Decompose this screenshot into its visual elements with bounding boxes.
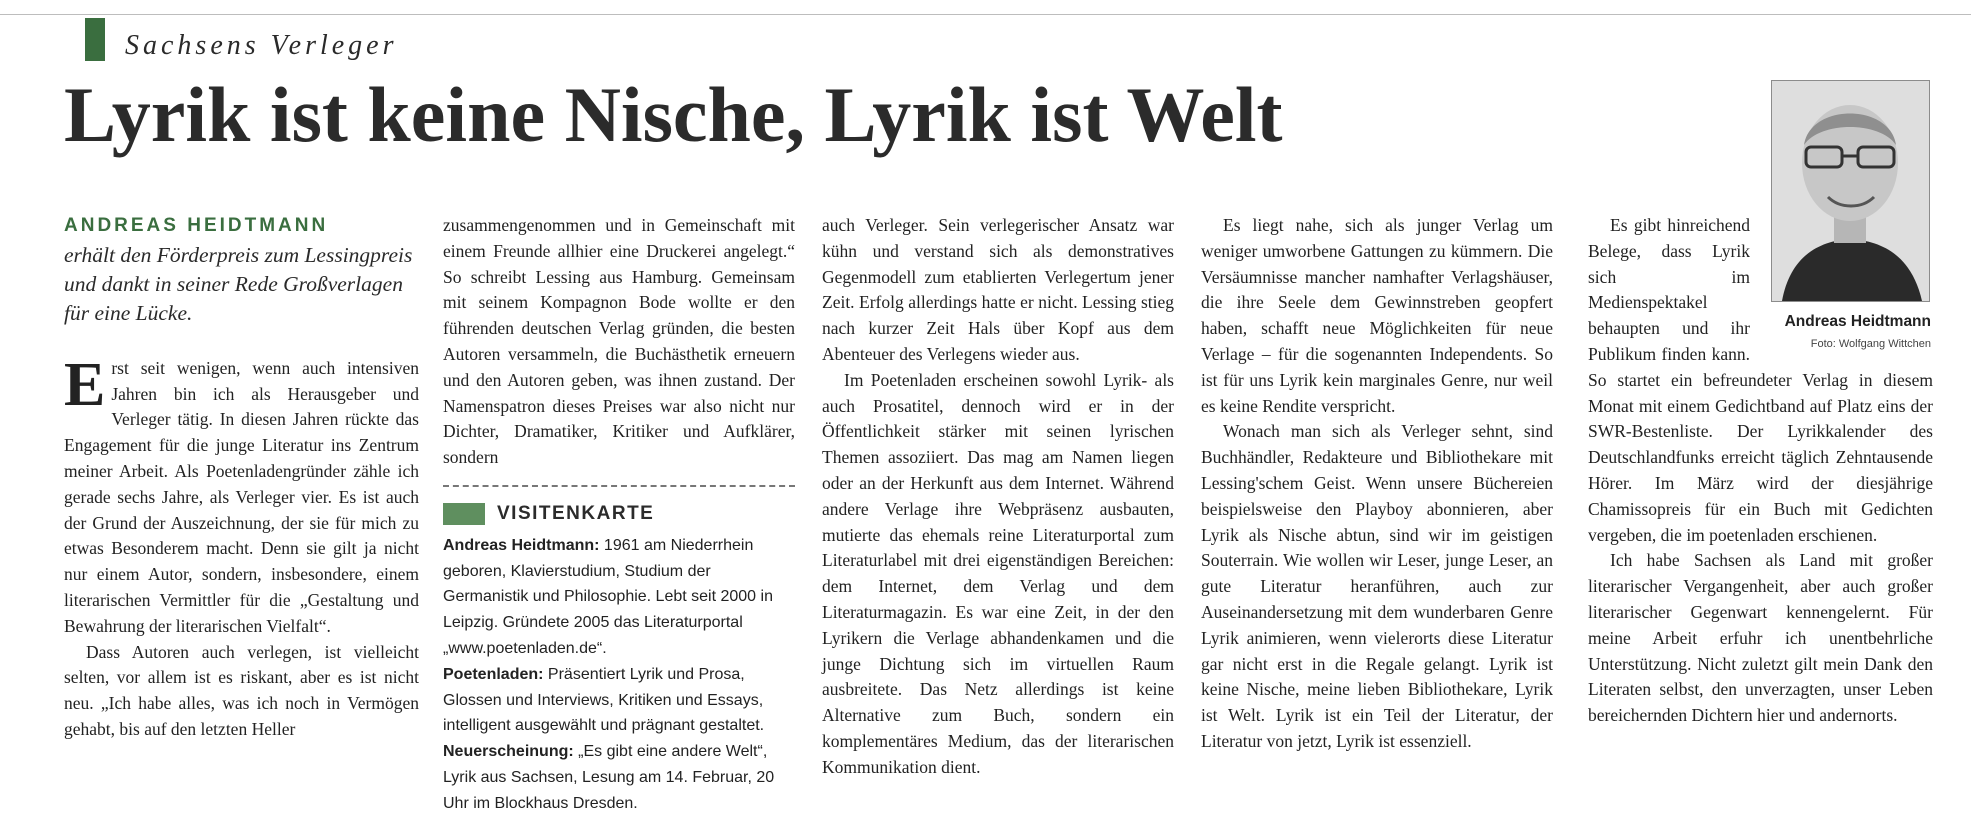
visitenkarte-poetenladen — [443, 662, 795, 739]
column-5 — [1588, 213, 1933, 729]
bio-key: Andreas Heidtmann: — [443, 536, 600, 554]
photo-caption-name: Andreas Heidtmann — [1784, 313, 1931, 330]
paragraph: auch Verleger. Sein verlegerischer Ansatz war kühn und verstand sich als demonstratives Gegenmodell zum etablierten Verlegertum jener Zeit. Erfolg allerdings hatte er nicht. Lessing stieg nach kurzer Zeit Hals über Kopf aus dem Abenteuer des Verlegens wieder aus. — [822, 215, 1174, 364]
visitenkarte-neuerscheinung — [443, 739, 795, 816]
paragraph: zusammengenommen und in Gemeinschaft mit einem Freunde allhier eine Druckerei angelegt.“ So schreibt Lessing aus Hamburg. Gemeinsam mit seinem Kompagnon Bode wollte er den führenden deutschen Verlag gründen, die besten Autoren versammeln, die Buchästhetik erneuern und den Autoren geben, was ihnen zustand. Der Namenspatron dieses Preises war also nicht nur Dichter, Dramatiker, Kritiker und Aufklärer, sondern — [443, 215, 795, 468]
paragraph: Ich habe Sachsen als Land mit großer literarischer Vergangenheit, aber auch großer literarischer Gegenwart kennengelernt. Für meine Arbeit erfuhr ich unentbehrliche Unterstützung. Nicht zuletzt gilt mein Dank den Literaten selbst, den unverzagten, unser Leben bereichernden Dichtern hier und andernorts. — [1588, 550, 1933, 726]
bio-text: 1961 am Niederrhein geboren, Klavierstudium, Studium der Germanistik und Philosophie. Lebt seit 2000 in Leipzig. Gründete 2005 das Literaturportal „www.poetenladen.de“. — [443, 536, 773, 657]
headline: Lyrik ist keine Nische, Lyrik ist Welt — [64, 71, 1283, 158]
paragraph: Es gibt hinreichend Belege, dass Lyrik sich im Medienspektakel behaupten und ihr Publikum finden kann. So startet ein befreundeter Verlag in diesem Monat mit einem Gedichtband auf Platz eins der SWR-Bestenliste. Der Lyrikkalender des Deutschlandfunks erreicht täglich Zehntausende Hörer. Im März wird der diesjährige Chamissopreis für ein Buch mit Gedichten vergeben, die im poetenladen erschienen. — [1588, 215, 1933, 545]
column-4 — [1201, 213, 1553, 755]
author-name: ANDREAS HEIDTMANN — [64, 215, 329, 236]
paragraph: Dass Autoren auch verlegen, ist vielleicht selten, vor allem ist es riskant, aber es ist nicht neu. „Ich habe alles, was ich noch in Vermögen gehabt, bis auf den letzten Heller — [64, 641, 419, 739]
teaser: erhält den Förderpreis zum Lessingpreis und dankt in seiner Rede Großverlagen für eine Lücke. — [64, 242, 413, 325]
paragraph: Es liegt nahe, sich als junger Verlag um weniger umworbene Gattungen zu kümmern. Die Versäumnisse mancher namhafter Verlagshäuser, die ihre Seele dem Gewinnstreben geopfert haben, schafft neue Möglichkeiten für neue Verlage – für die sogenannten Independents. So ist für uns Lyrik kein marginales Genre, nur weil es keine Rendite verspricht. — [1201, 215, 1553, 416]
paragraph: Wonach man sich als Verleger sehnt, sind Buchhändler, Redakteure und Bibliothekare mit Lessing'schem Geist. Wenn unsere Büchereien beispielsweise den Playboy abonnieren, aber Lyrik als Nische abtun, sind wir im geistigen Souterrain. Wie wollen wir Leser, junge Leser, an gute Literatur heranführen, auch zur Auseinandersetzung mit dem wunderbaren Genre Lyrik animieren, wenn vielerorts diese Literatur gar nicht erst in die Regale gelangt. Lyrik ist keine Nische, meine lieben Bibliothekare, Lyrik ist Welt. Lyrik ist ein Teil der Literatur, der Literatur von jetzt, Lyrik ist essenziell. — [1201, 421, 1553, 751]
paragraph-text: rst seit wenigen, wenn auch intensiven Jahren bin ich als Herausgeber und Verleger tätig. In diesen Jahren rückte das Engagement für die junge Literatur ins Zentrum meiner Arbeit. Als Poetenladengründer zähle ich gerade sechs Jahre, als Verleger vier. Es ist auch der Grund der Auszeichnung, der sie für mich zu etwas Besonderem macht. Denn sie gilt ja nicht nur einem Autor, sondern, insbesondere, einem literarischen Vermittler für die „Gestaltung und Bewahrung der literarischen Vielfalt“. — [64, 357, 419, 636]
top-rule — [0, 14, 1971, 15]
photo-float-space — [1750, 213, 1933, 363]
column-2 — [443, 213, 795, 817]
visitenkarte-accent-bar — [443, 503, 485, 525]
kicker-accent-bar — [85, 18, 105, 61]
poetenladen-text: Präsentiert Lyrik und Prosa, Glossen und Interviews, Kritiken und Essays, intelligent ausgewählt und prägnant gestaltet. — [443, 665, 765, 735]
visitenkarte-header — [443, 501, 795, 527]
poetenladen-key: Poetenladen: — [443, 665, 544, 683]
dashed-divider — [443, 485, 795, 487]
column-1 — [64, 213, 419, 743]
visitenkarte-box — [443, 533, 795, 817]
neuerscheinung-key: Neuerscheinung: — [443, 743, 574, 761]
visitenkarte-bio — [443, 533, 795, 662]
column-3 — [822, 213, 1174, 781]
paragraph: Im Poetenladen erscheinen sowohl Lyrik- als auch Prosatitel, dennoch wird er in der Öffentlichkeit stärker mit seinen lyrischen Themen assoziiert. Das mag am Namen liegen oder an der Herkunft aus dem Internet. Während andere Verlage ihre Webpräsenz ausbauten, mutierte das ehemals reine Literaturportal zum Literaturlabel mit drei eigenständigen Bereichen: dem Internet, dem Verlag und dem Literaturmagazin. Es war eine Zeit, in der den Lyrikern die Verlage abhandenkamen und die junge Dichtung sich im virtuellen Raum ausbreitete. Das Netz allerdings ist keine Alternative zum Buch, sondern ein komplementäres Medium, das der literarischen Kommunikation dient. — [822, 369, 1174, 777]
photo-credit: Foto: Wolfgang Wittchen — [1810, 338, 1931, 350]
neuerscheinung-text: „Es gibt eine andere Welt“, Lyrik aus Sachsen, Lesung am 14. Februar, 20 Uhr im Blockhaus Dresden. — [443, 743, 775, 812]
kicker: Sachsens Verleger — [125, 30, 398, 61]
paragraph — [64, 350, 419, 640]
visitenkarte-title: VISITENKARTE — [497, 502, 655, 524]
drop-cap: E — [64, 350, 106, 419]
